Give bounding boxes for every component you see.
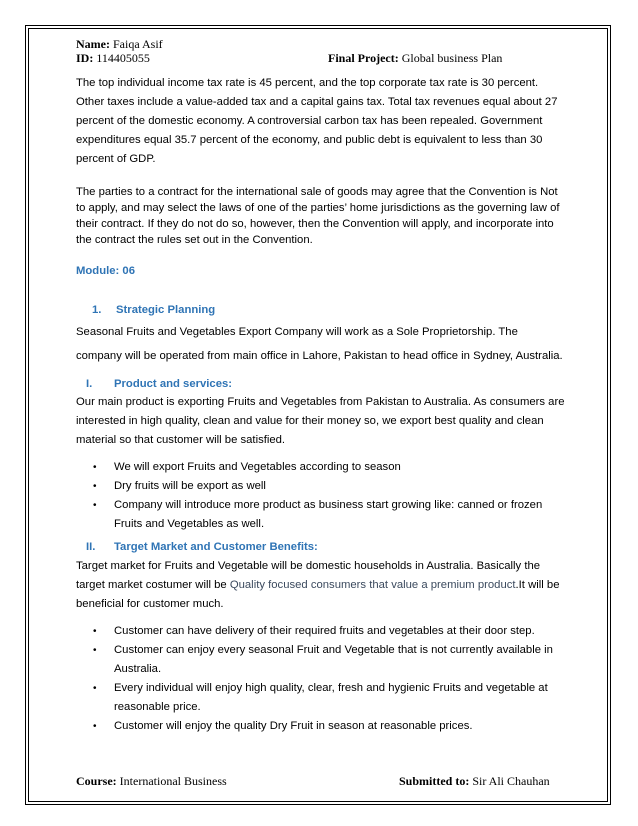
target-text-after: .It will be beneficial for customer much. bbox=[76, 579, 560, 610]
product-bullet-list bbox=[76, 458, 566, 534]
bullet-icon: • bbox=[93, 683, 97, 694]
bullet-icon: • bbox=[93, 500, 97, 511]
heading-number: II. bbox=[86, 541, 96, 553]
bullet-icon: • bbox=[93, 462, 97, 473]
name-label: Name: bbox=[76, 37, 110, 51]
bullet-icon: • bbox=[93, 626, 97, 637]
list-item bbox=[76, 641, 566, 679]
customer-benefit-list bbox=[76, 622, 566, 736]
course-label: Course: bbox=[76, 774, 117, 788]
name-value: Faiqa Asif bbox=[112, 37, 163, 51]
list-item-text: Company will introduce more product as business start growing like: canned or frozen Fruits and Vegetables as well. bbox=[114, 499, 543, 530]
list-item-text: Dry fruits will be export as well bbox=[114, 480, 266, 492]
strategic-planning-heading bbox=[76, 302, 566, 318]
list-item bbox=[76, 496, 566, 534]
footer-submitted bbox=[399, 774, 550, 788]
paragraph-target bbox=[76, 557, 566, 614]
heading-title: Product and services: bbox=[114, 378, 233, 390]
id-value: 114405055 bbox=[96, 51, 150, 65]
id-label: ID: bbox=[76, 51, 94, 65]
list-item bbox=[76, 679, 566, 717]
paragraph-convention: The parties to a contract for the international sale of goods may agree that the Convention is Not to apply, and may select the laws of one of the parties’ home jurisdictions as the governing law of their contract. If they do not do so, however, then the Convention will apply, and incorporate into the contract the rules set out in the Convention. bbox=[76, 186, 560, 246]
heading-title: Target Market and Customer Benefits: bbox=[114, 541, 318, 553]
heading-title: Strategic Planning bbox=[116, 304, 216, 316]
target-text-highlight: Quality focused consumers that value a premium product bbox=[229, 579, 516, 591]
footer-course bbox=[76, 774, 227, 788]
bullet-icon: • bbox=[93, 645, 97, 656]
project-value: Global business Plan bbox=[401, 51, 503, 65]
document-body bbox=[76, 74, 566, 736]
bullet-icon: • bbox=[93, 481, 97, 492]
list-item-text: We will export Fruits and Vegetables according to season bbox=[114, 461, 401, 473]
project-label: Final Project: bbox=[328, 51, 399, 65]
paragraph-tax: The top individual income tax rate is 45 percent, and the top corporate tax rate is 30 percent. Other taxes include a value-added tax and a capital gains tax. Total tax revenues equal about 27 percent of the domestic economy. A controversial carbon tax has been repealed. Government expenditures equal 35.7 percent of the economy, and public debt is equivalent to less than 30 percent of GDP. bbox=[76, 77, 558, 165]
bullet-icon: • bbox=[93, 721, 97, 732]
target-text-before: Target market for Fruits and Vegetable will be domestic households in Australia. Basically the target market costumer will be bbox=[76, 560, 541, 591]
paragraph-strategic: Seasonal Fruits and Vegetables Export Company will work as a Sole Proprietorship. The company will be operated from main office in Lahore, Pakistan to head office in Sydney, Australia. bbox=[76, 326, 563, 362]
list-item-text: Customer can enjoy every seasonal Fruit and Vegetable that is not currently available in Australia. bbox=[114, 644, 553, 675]
target-market-heading bbox=[76, 539, 566, 555]
heading-number: I. bbox=[86, 378, 93, 390]
list-item bbox=[76, 717, 566, 736]
list-item bbox=[76, 477, 566, 496]
header-project bbox=[328, 51, 502, 65]
header-id bbox=[76, 51, 150, 65]
heading-number: 1. bbox=[92, 304, 102, 316]
product-services-heading bbox=[76, 376, 566, 392]
list-item-text: Customer can have delivery of their required fruits and vegetables at their door step. bbox=[114, 625, 535, 637]
course-value: International Business bbox=[119, 774, 227, 788]
list-item bbox=[76, 458, 566, 477]
list-item-text: Every individual will enjoy high quality, clear, fresh and hygienic Fruits and vegetable at reasonable price. bbox=[114, 682, 548, 713]
list-item bbox=[76, 622, 566, 641]
paragraph-products: Our main product is exporting Fruits and Vegetables from Pakistan to Australia. As consumers are interested in high quality, clean and value for their money so, we export best quality and clean material so that customer will be satisfied. bbox=[76, 396, 565, 446]
submitted-label: Submitted to: bbox=[399, 774, 470, 788]
header-name bbox=[76, 37, 163, 51]
submitted-value: Sir Ali Chauhan bbox=[472, 774, 550, 788]
module-heading: Module: 06 bbox=[76, 265, 135, 277]
list-item-text: Customer will enjoy the quality Dry Fruit in season at reasonable prices. bbox=[114, 720, 473, 732]
